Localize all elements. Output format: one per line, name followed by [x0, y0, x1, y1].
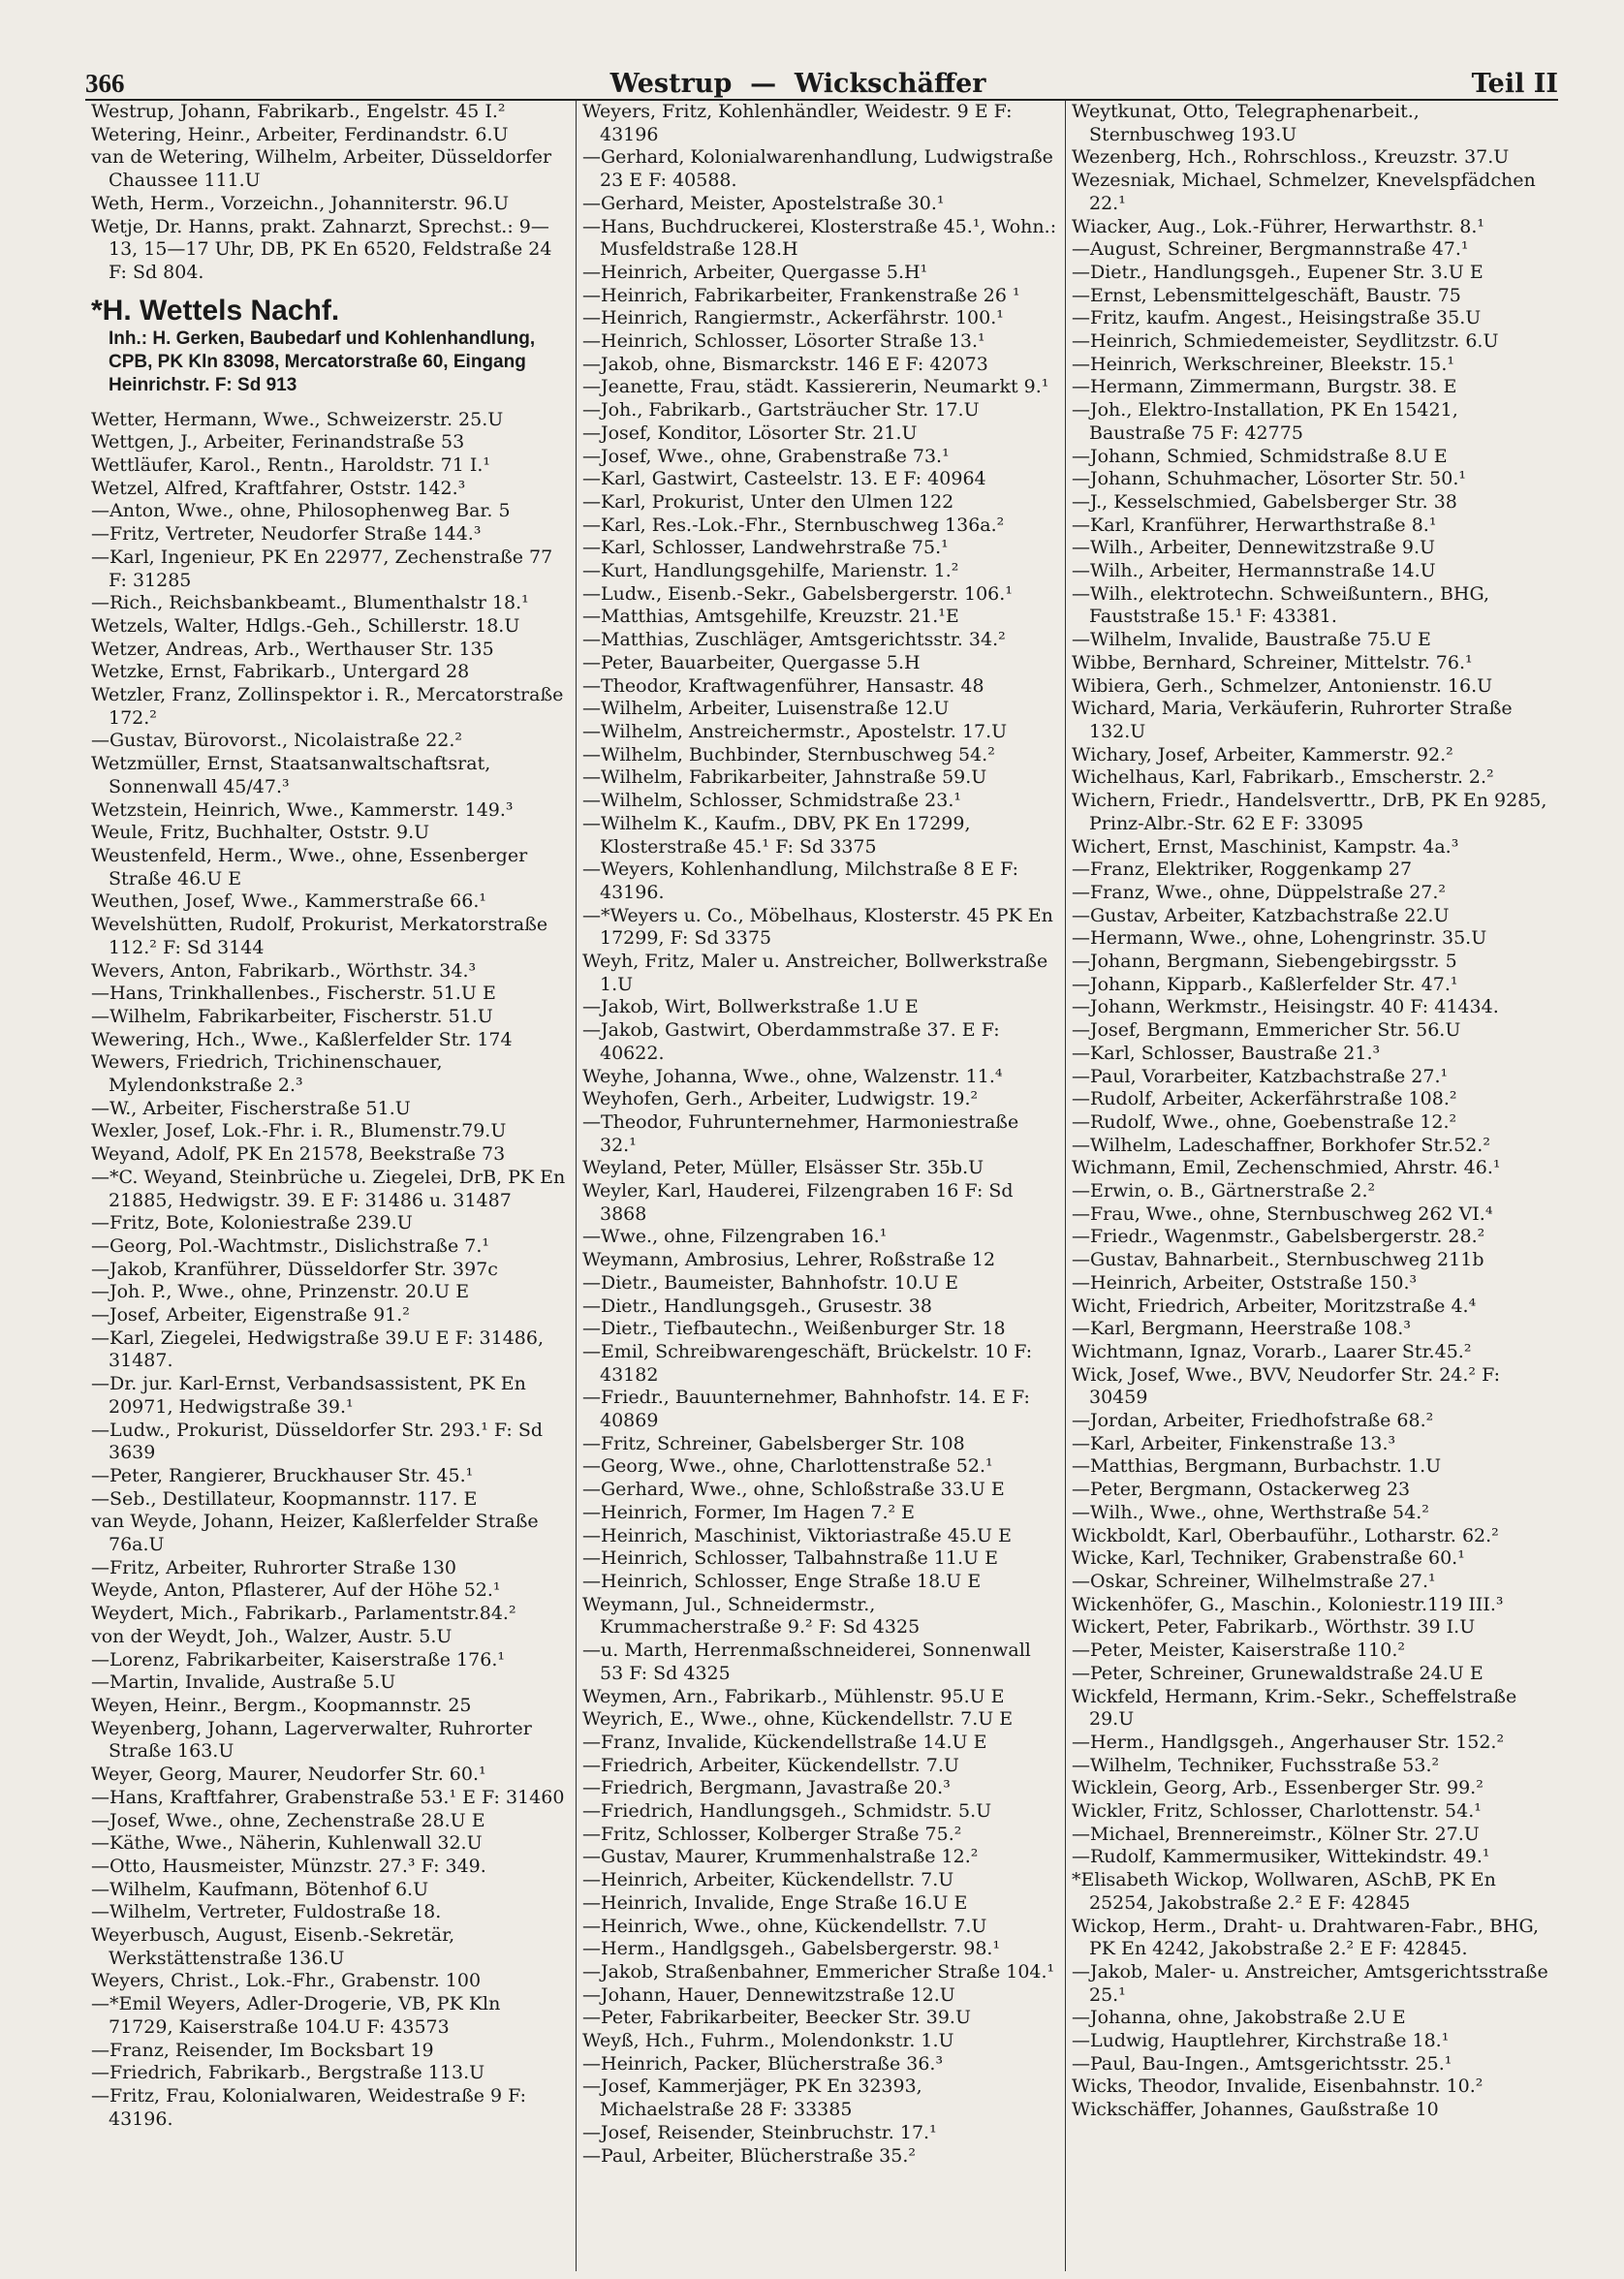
advertisement-title: *H. Wettels Nachf. — [91, 294, 340, 327]
directory-entry: —Wilhelm, Anstreichermstr., Apostelstr. 17.U — [582, 720, 1008, 742]
directory-entry: —Franz, Invalide, Kückendellstraße 14.U E — [582, 1731, 987, 1753]
directory-entry: —Wilhelm, Fabrikarbeiter, Jahnstraße 59.U — [582, 766, 987, 789]
directory-entry: Wewers, Friedrich, Trichinenschauer, Mylendonkstraße 2.³ — [91, 1051, 443, 1097]
directory-entry: Wicht, Friedrich, Arbeiter, Moritzstraße 4.⁴ — [1072, 1295, 1477, 1317]
directory-entry: —Heinrich, Former, Im Hagen 7.² E — [582, 1501, 916, 1523]
directory-entry: —Georg, Pol.-Wachtmstr., Dislichstraße 7.¹ — [91, 1234, 489, 1257]
directory-entry: —Gerhard, Wwe., ohne, Schloßstraße 33.U E — [582, 1479, 1005, 1501]
directory-entry: *Elisabeth Wickop, Wollwaren, ASchB, PK En 25254, Jakobstraße 2.² E F: 42845 — [1072, 1869, 1496, 1914]
directory-entry: —Käthe, Wwe., Näherin, Kuhlenwall 32.U — [91, 1832, 483, 1855]
directory-entry: —Fritz, Schlosser, Kolberger Straße 75.² — [582, 1823, 962, 1845]
directory-entry: Wichary, Josef, Arbeiter, Kammerstr. 92.² — [1072, 743, 1453, 765]
directory-entry: —Dietr., Handlungsgeh., Grusestr. 38 — [582, 1295, 932, 1317]
directory-entry: Weule, Fritz, Buchhalter, Oststr. 9.U — [91, 822, 430, 844]
directory-entry: Weydert, Mich., Fabrikarb., Parlamentstr.84.² — [91, 1603, 516, 1625]
directory-entry: Wicklein, Georg, Arb., Essenberger Str. 99.² — [1072, 1777, 1483, 1799]
directory-entry: —Heinrich, Arbeiter, Quergasse 5.H¹ — [582, 261, 928, 283]
directory-entry: —Karl, Ingenieur, PK En 22977, Zechenstraße 77 F: 31285 — [91, 546, 553, 591]
directory-entry: —Dietr., Handlungsgeh., Eupener Str. 3.U E — [1072, 261, 1483, 283]
directory-entry: Weytkunat, Otto, Telegraphenarbeit., Sternbuschweg 193.U — [1072, 101, 1420, 145]
directory-entry: Wickler, Fritz, Schlosser, Charlottenstr. 54.¹ — [1072, 1800, 1482, 1823]
directory-entry: —Martin, Invalide, Austraße 5.U — [91, 1671, 396, 1694]
advertisement-text: Inh.: H. Gerken, Baubedarf und Kohlenhandlung, CPB, PK Kln 83098, Mercatorstraße 60, Eingang Heinrichstr. F: Sd 913 — [109, 328, 536, 395]
directory-entry: Weyer, Georg, Maurer, Neudorfer Str. 60.¹ — [91, 1764, 486, 1786]
directory-entry: —Heinrich, Schlosser, Talbahnstraße 11.U E — [582, 1547, 998, 1570]
directory-entry: —Michael, Brennereimstr., Kölner Str. 27.U — [1072, 1823, 1480, 1845]
directory-entry: Wicks, Theodor, Invalide, Eisenbahnstr. 10.² — [1072, 2076, 1483, 2098]
directory-entry: —Wilh., elektrotechn. Schweißuntern., BHG, Fauststraße 15.¹ F: 43381. — [1072, 582, 1490, 628]
directory-entry: —Joh., Fabrikarb., Gartsträucher Str. 17.U — [582, 399, 980, 421]
directory-entry: —Wilh., Wwe., ohne, Werthstraße 54.² — [1072, 1501, 1429, 1523]
directory-entry: —Wilhelm, Vertreter, Fuldostraße 18. — [91, 1901, 442, 1923]
directory-entry: —Heinrich, Schmiedemeister, Seydlitzstr. 6.U — [1072, 330, 1499, 353]
directory-entry: —Friedrich, Bergmann, Javastraße 20.³ — [582, 1777, 951, 1799]
directory-entry: —Josef, Wwe., ohne, Grabenstraße 73.¹ — [582, 445, 950, 467]
directory-entry: Weyerbusch, August, Eisenb.-Sekretär, Werkstättenstraße 136.U — [91, 1924, 455, 1969]
directory-entry: Wewering, Hch., Wwe., Kaßlerfelder Str. 174 — [91, 1028, 513, 1050]
directory-entry: Wicke, Karl, Techniker, Grabenstraße 60.¹ — [1072, 1547, 1465, 1570]
directory-entry: —Karl, Prokurist, Unter den Ulmen 122 — [582, 490, 954, 513]
directory-entry: —Franz, Wwe., ohne, Düppelstraße 27.² — [1072, 881, 1447, 903]
directory-entry: Wickop, Herm., Draht- u. Drahtwaren-Fabr., BHG, PK En 4242, Jakobstraße 2.² E F: 42845. — [1072, 1915, 1540, 1960]
directory-entry: Wetzer, Andreas, Arb., Werthauser Str. 135 — [91, 638, 494, 660]
directory-entry: Wetzke, Ernst, Fabrikarb., Untergard 28 — [91, 661, 470, 683]
directory-entry: Wetzstein, Heinrich, Wwe., Kammerstr. 149.³ — [91, 798, 514, 821]
directory-entry: —Friedr., Wagenmstr., Gabelsbergerstr. 28.² — [1072, 1226, 1485, 1248]
directory-entry: Wetering, Heinr., Arbeiter, Ferdinandstr. 6.U — [91, 123, 509, 145]
advertisement-block — [91, 295, 570, 397]
directory-entry: Wickert, Peter, Fabrikarb., Wörthstr. 39 I.U — [1072, 1616, 1476, 1639]
directory-entry: Weustenfeld, Herm., Wwe., ohne, Essenberger Straße 46.U E — [91, 844, 528, 890]
directory-entry: Weyers, Fritz, Kohlenhändler, Weidestr. 9 E F: 43196 — [582, 101, 1013, 145]
directory-entry: —Wilh., Arbeiter, Hermannstraße 14.U — [1072, 560, 1436, 582]
part-label: Teil II — [1471, 69, 1558, 99]
directory-entry: —Oskar, Schreiner, Wilhelmstraße 27.¹ — [1072, 1571, 1436, 1592]
directory-entry: Wetje, Dr. Hanns, prakt. Zahnarzt, Sprechst.: 9—13, 15—17 Uhr, DB, PK En 6520, Feldstraße 24 F: Sd 804. — [91, 215, 552, 283]
directory-entry: Wetzels, Walter, Hdlgs.-Geh., Schillerstr. 18.U — [91, 614, 520, 637]
directory-entry: Weymann, Jul., Schneidermstr., Krummacherstraße 9.² F: Sd 4325 — [582, 1593, 921, 1639]
directory-entry: —Peter, Rangierer, Bruckhauser Str. 45.¹ — [91, 1464, 474, 1486]
directory-entry: Wetzler, Franz, Zollinspektor i. R., Mercatorstraße 172.² — [91, 684, 564, 729]
directory-entry: —Josef, Konditor, Lösorter Str. 21.U — [582, 421, 918, 444]
directory-entry: —Heinrich, Rangiermstr., Ackerfährstr. 100.¹ — [582, 307, 1004, 329]
directory-entry: —Wilhelm, Arbeiter, Luisenstraße 12.U — [582, 698, 950, 720]
directory-entry: —Hans, Kraftfahrer, Grabenstraße 53.¹ E F: 31460 — [91, 1786, 565, 1808]
directory-entry: Weyland, Peter, Müller, Elsässer Str. 35b.U — [582, 1157, 984, 1179]
directory-entry: von der Weydt, Joh., Walzer, Austr. 5.U — [91, 1625, 453, 1647]
directory-entry: —Josef, Wwe., ohne, Zechenstraße 28.U E — [91, 1809, 485, 1831]
directory-entry: —Dietr., Tiefbautechn., Weißenburger Str. 18 — [582, 1318, 1006, 1340]
directory-entry: —Jakob, Kranführer, Düsseldorfer Str. 397c — [91, 1258, 498, 1280]
column-1 — [85, 101, 576, 2271]
directory-entry: —Hans, Trinkhallenbes., Fischerstr. 51.U E — [91, 983, 496, 1005]
directory-entry: —Karl, Schlosser, Landwehrstraße 75.¹ — [582, 537, 949, 559]
directory-entry: —Johann, Bergmann, Siebengebirgsstr. 5 — [1072, 951, 1457, 973]
directory-entry: —Karl, Gastwirt, Casteelstr. 13. E F: 40964 — [582, 468, 986, 490]
directory-entry: —Frau, Wwe., ohne, Sternbuschweg 262 VI.⁴ — [1072, 1202, 1493, 1225]
directory-entry: —Friedrich, Fabrikarb., Bergstraße 113.U — [91, 2062, 485, 2084]
directory-entry: —August, Schreiner, Bergmannstraße 47.¹ — [1072, 238, 1469, 261]
directory-entry: —Johann, Schmied, Schmidstraße 8.U E — [1072, 445, 1448, 467]
directory-entry: —Gerhard, Kolonialwarenhandlung, Ludwigstraße 23 E F: 40588. — [582, 146, 1053, 192]
directory-entry: Wetzel, Alfred, Kraftfahrer, Oststr. 142.³ — [91, 477, 466, 499]
directory-entry: —Rudolf, Arbeiter, Ackerfährstraße 108.² — [1072, 1088, 1457, 1110]
directory-entry: —Heinrich, Wwe., ohne, Kückendellstr. 7.U — [582, 1915, 987, 1937]
directory-entry: —Wilhelm, Schlosser, Schmidstraße 23.¹ — [582, 790, 961, 812]
directory-entry: —Wilhelm, Buchbinder, Sternbuschweg 54.² — [582, 743, 995, 765]
column-2 — [576, 101, 1066, 2271]
page-number: 366 — [85, 69, 125, 98]
directory-entry: —Paul, Vorarbeiter, Katzbachstraße 27.¹ — [1072, 1065, 1449, 1087]
directory-entry: Wickfeld, Hermann, Krim.-Sekr., Scheffelstraße 29.U — [1072, 1685, 1517, 1731]
directory-entry: Weyh, Fritz, Maler u. Anstreicher, Bollwerkstraße 1.U — [582, 951, 1048, 995]
directory-entry: Wetter, Hermann, Wwe., Schweizerstr. 25.U — [91, 408, 504, 430]
directory-entry: —Wilhelm K., Kaufm., DBV, PK En 17299, Klosterstraße 45.¹ F: Sd 3375 — [582, 812, 971, 858]
directory-entry: Weuthen, Josef, Wwe., Kammerstraße 66.¹ — [91, 890, 487, 913]
directory-entry: —Wilhelm, Fabrikarbeiter, Fischerstr. 51.U — [91, 1005, 493, 1027]
directory-entry: —Ludwig, Hauptlehrer, Kirchstraße 18.¹ — [1072, 2030, 1450, 2052]
directory-entry: Wexler, Josef, Lok.-Fhr. i. R., Blumenstr.79.U — [91, 1120, 507, 1142]
directory-entry: Wetzmüller, Ernst, Staatsanwaltschaftsrat, Sonnenwall 45/47.³ — [91, 753, 491, 797]
columns — [85, 101, 1558, 2271]
directory-entry: —Hermann, Wwe., ohne, Lohengrinstr. 35.U — [1072, 927, 1487, 950]
directory-entry: —Fritz, Bote, Koloniestraße 239.U — [91, 1212, 413, 1234]
directory-entry: —Peter, Bauarbeiter, Quergasse 5.H — [582, 651, 921, 673]
directory-entry: —Paul, Bau-Ingen., Amtsgerichtsstr. 25.¹ — [1072, 2052, 1452, 2075]
directory-entry: —Jakob, Straßenbahner, Emmericher Straße 104.¹ — [582, 1960, 1055, 1982]
directory-entry: Weyß, Hch., Fuhrm., Molendonkstr. 1.U — [582, 2030, 954, 2052]
directory-entry: Wevers, Anton, Fabrikarb., Wörthstr. 34.³ — [91, 959, 477, 982]
directory-entry: —Anton, Wwe., ohne, Philosophenweg Bar. 5 — [91, 500, 511, 522]
column-3 — [1066, 101, 1556, 2271]
directory-entry: —Rudolf, Wwe., ohne, Goebenstraße 12.² — [1072, 1110, 1457, 1133]
directory-entry: Weymen, Arn., Fabrikarb., Mühlenstr. 95.U E — [582, 1685, 1005, 1707]
directory-entry: —Josef, Kammerjäger, PK En 32393, Michaelstraße 28 F: 33385 — [582, 2076, 922, 2121]
directory-entry: —Karl, Ziegelei, Hedwigstraße 39.U E F: 31486, 31487. — [91, 1327, 545, 1372]
directory-entry: —Friedr., Bauunternehmer, Bahnhofstr. 14. E F: 40869 — [582, 1387, 1030, 1432]
directory-entry: —Heinrich, Arbeiter, Oststraße 150.³ — [1072, 1271, 1418, 1294]
directory-entry: —Ludw., Prokurist, Düsseldorfer Str. 293.¹ F: Sd 3639 — [91, 1419, 544, 1464]
directory-entry: Weyers, Christ., Lok.-Fhr., Grabenstr. 100 — [91, 1970, 482, 1992]
directory-entry: —Peter, Bergmann, Ostackerweg 23 — [1072, 1479, 1411, 1501]
directory-entry: Wettläufer, Karol., Rentn., Haroldstr. 71 I.¹ — [91, 454, 490, 477]
directory-entry: —Heinrich, Schlosser, Enge Straße 18.U E — [582, 1571, 982, 1592]
directory-entry: —Lorenz, Fabrikarbeiter, Kaiserstraße 176.¹ — [91, 1648, 505, 1670]
directory-entry: —Heinrich, Maschinist, Viktoriastraße 45.U E — [582, 1524, 1012, 1546]
directory-entry: —Ludw., Eisenb.-Sekr., Gabelsbergerstr. 106.¹ — [582, 582, 1013, 605]
directory-entry: Westrup, Johann, Fabrikarb., Engelstr. 45 I.² — [91, 101, 506, 122]
directory-entry: —Fritz, Arbeiter, Ruhrorter Straße 130 — [91, 1556, 456, 1578]
directory-entry: —Jakob, Wirt, Bollwerkstraße 1.U E — [582, 996, 919, 1018]
directory-entry: —Seb., Destillateur, Koopmannstr. 117. E — [91, 1487, 478, 1510]
directory-entry: Wichert, Ernst, Maschinist, Kampstr. 4a.³ — [1072, 835, 1459, 858]
directory-entry: —Fritz, Frau, Kolonialwaren, Weidestraße 9 F: 43196. — [91, 2084, 527, 2130]
directory-entry: Wichtmann, Ignaz, Vorarb., Laarer Str.45.² — [1072, 1340, 1472, 1362]
directory-entry: —Fritz, kaufm. Angest., Heisingstraße 35.U — [1072, 307, 1482, 329]
directory-entry: —*Weyers u. Co., Möbelhaus, Klosterstr. 45 PK En 17299, F: Sd 3375 — [582, 904, 1053, 950]
directory-entry: Weyhe, Johanna, Wwe., ohne, Walzenstr. 11.⁴ — [582, 1065, 1003, 1087]
directory-entry: —Jakob, Maler- u. Anstreicher, Amtsgerichtsstraße 25.¹ — [1072, 1960, 1548, 2006]
directory-entry: —Jeanette, Frau, städt. Kassiererin, Neumarkt 9.¹ — [582, 376, 1049, 398]
directory-entry: Wichmann, Emil, Zechenschmied, Ahrstr. 46.¹ — [1072, 1157, 1501, 1179]
directory-entry: —Heinrich, Fabrikarbeiter, Frankenstraße 26 ¹ — [582, 284, 1020, 306]
directory-entry: —Friedrich, Arbeiter, Kückendellstr. 7.U — [582, 1754, 959, 1776]
directory-entry: —Joh. P., Wwe., ohne, Prinzenstr. 20.U E — [91, 1281, 470, 1303]
directory-entry: —Heinrich, Schlosser, Lösorter Straße 13.¹ — [582, 330, 985, 353]
directory-entry: —Georg, Wwe., ohne, Charlottenstraße 52.¹ — [582, 1455, 993, 1478]
directory-entry: —Joh., Elektro-Installation, PK En 15421, Baustraße 75 F: 42775 — [1072, 399, 1458, 444]
directory-entry: —Emil, Schreibwarengeschäft, Brückelstr. 10 F: 43182 — [582, 1340, 1033, 1386]
directory-entry: —Otto, Hausmeister, Münzstr. 27.³ F: 349. — [91, 1855, 486, 1877]
directory-entry: —Karl, Arbeiter, Finkenstraße 13.³ — [1072, 1432, 1396, 1454]
directory-entry: —Rudolf, Kammermusiker, Wittekindstr. 49.¹ — [1072, 1846, 1490, 1868]
directory-entry: —Erwin, o. B., Gärtnerstraße 2.² — [1072, 1180, 1376, 1202]
directory-entry: Wichard, Maria, Verkäuferin, Ruhrorter Straße 132.U — [1072, 698, 1513, 742]
directory-entry: Wiacker, Aug., Lok.-Führer, Herwarthstr. 8.¹ — [1072, 215, 1485, 237]
directory-entry: Weyler, Karl, Hauderei, Filzengraben 16 F: Sd 3868 — [582, 1180, 1014, 1225]
directory-entry: Wichern, Friedr., Handelsverttr., DrB, PK En 9285, Prinz-Albr.-Str. 62 E F: 33095 — [1072, 790, 1547, 834]
directory-entry: Wick, Josef, Wwe., BVV, Neudorfer Str. 24.² F: 30459 — [1072, 1363, 1501, 1409]
directory-entry: —Karl, Bergmann, Heerstraße 108.³ — [1072, 1318, 1411, 1340]
directory-entry: —u. Marth, Herrenmaßschneiderei, Sonnenwall 53 F: Sd 4325 — [582, 1639, 1031, 1684]
directory-entry: Wickschäffer, Johannes, Gaußstraße 10 — [1072, 2099, 1439, 2121]
directory-entry: —Gustav, Arbeiter, Katzbachstraße 22.U — [1072, 904, 1450, 926]
directory-entry: van de Wetering, Wilhelm, Arbeiter, Düsseldorfer Chaussee 111.U — [91, 146, 552, 192]
directory-entry: —Matthias, Amtsgehilfe, Kreuzstr. 21.¹E — [582, 606, 959, 628]
directory-entry: —Heinrich, Werkschreiner, Bleekstr. 15.¹ — [1072, 353, 1454, 375]
directory-entry: —W., Arbeiter, Fischerstraße 51.U — [91, 1097, 411, 1119]
directory-entry: —Karl, Kranführer, Herwarthstraße 8.¹ — [1072, 514, 1437, 536]
directory-entry: Wickenhöfer, G., Maschin., Koloniestr.119 III.³ — [1072, 1593, 1504, 1615]
directory-entry: —Theodor, Fuhrunternehmer, Harmoniestraße 32.¹ — [582, 1110, 1019, 1156]
directory-entry: —Heinrich, Packer, Blücherstraße 36.³ — [582, 2052, 944, 2075]
directory-entry: Weymann, Ambrosius, Lehrer, Roßstraße 12 — [582, 1249, 996, 1271]
directory-entry: —Hermann, Zimmermann, Burgstr. 38. E — [1072, 376, 1457, 398]
directory-entry: Weyrich, E., Wwe., ohne, Kückendellstr. 7.U E — [582, 1708, 1014, 1731]
directory-entry: —Karl, Schlosser, Baustraße 21.³ — [1072, 1042, 1381, 1064]
directory-entry: —Josef, Reisender, Steinbruchstr. 17.¹ — [582, 2121, 937, 2143]
directory-entry: Weth, Herm., Vorzeichn., Johanniterstr. 96.U — [91, 192, 510, 214]
directory-entry: —Jakob, Gastwirt, Oberdammstraße 37. E F: 40622. — [582, 1019, 1000, 1064]
directory-entry: —Gustav, Bürovorst., Nicolaistraße 22.² — [91, 730, 463, 752]
directory-entry: —Johanna, ohne, Jakobstraße 2.U E — [1072, 2007, 1406, 2029]
directory-entry: Weyhofen, Gerh., Arbeiter, Ludwigstr. 19.² — [582, 1088, 979, 1110]
directory-entry: Wezenberg, Hch., Rohrschloss., Kreuzstr. 37.U — [1072, 146, 1510, 169]
directory-entry: —Dr. jur. Karl-Ernst, Verbandsassistent, PK En 20971, Hedwigstraße 39.¹ — [91, 1373, 526, 1418]
directory-entry: —Wilhelm, Techniker, Fuchsstraße 53.² — [1072, 1754, 1440, 1776]
directory-entry: —Ernst, Lebensmittelgeschäft, Baustr. 75 — [1072, 284, 1461, 306]
directory-entry: —Fritz, Vertreter, Neudorfer Straße 144.³ — [91, 523, 482, 546]
directory-entry: —Jakob, ohne, Bismarckstr. 146 E F: 42073 — [582, 353, 988, 375]
directory-entry: Weyen, Heinr., Bergm., Koopmannstr. 25 — [91, 1695, 472, 1716]
directory-entry: —Josef, Arbeiter, Eigenstraße 91.² — [91, 1304, 410, 1327]
directory-entry: —*C. Weyand, Steinbrüche u. Ziegelei, DrB, PK En 21885, Hedwigstr. 39. E F: 31486 u. 31487 — [91, 1166, 566, 1211]
directory-entry: —Karl, Res.-Lok.-Fhr., Sternbuschweg 136a.² — [582, 514, 1005, 536]
directory-entry: —Josef, Bergmann, Emmericher Str. 56.U — [1072, 1019, 1461, 1042]
directory-entry: —Peter, Fabrikarbeiter, Beecker Str. 39.U — [582, 2007, 971, 2029]
directory-entry: Weyenberg, Johann, Lagerverwalter, Ruhrorter Straße 163.U — [91, 1717, 532, 1763]
directory-entry: —Johann, Schuhmacher, Lösorter Str. 50.¹ — [1072, 468, 1466, 490]
directory-entry: —Wwe., ohne, Filzengraben 16.¹ — [582, 1226, 888, 1248]
directory-entry: Wibiera, Gerh., Schmelzer, Antonienstr. 16.U — [1072, 674, 1493, 697]
directory-entry: —Dietr., Baumeister, Bahnhofstr. 10.U E — [582, 1271, 958, 1294]
directory-entry: —Jordan, Arbeiter, Friedhofstraße 68.² — [1072, 1410, 1434, 1432]
directory-entry: —J., Kesselschmied, Gabelsberger Str. 38 — [1072, 490, 1457, 513]
directory-entry: Wichelhaus, Karl, Fabrikarb., Emscherstr. 2.² — [1072, 766, 1494, 789]
directory-entry: —Paul, Arbeiter, Blücherstraße 35.² — [582, 2144, 916, 2167]
directory-entry: —Franz, Elektriker, Roggenkamp 27 — [1072, 859, 1413, 881]
directory-entry: —Peter, Meister, Kaiserstraße 110.² — [1072, 1639, 1405, 1662]
directory-entry: —Herm., Handlgsgeh., Gabelsbergerstr. 98.¹ — [582, 1938, 1001, 1960]
directory-entry: —Theodor, Kraftwagenführer, Hansastr. 48 — [582, 674, 984, 697]
directory-entry: —Friedrich, Handlungsgeh., Schmidstr. 5.U — [582, 1800, 992, 1823]
directory-entry: Wezesniak, Michael, Schmelzer, Knevelspfädchen 22.¹ — [1072, 170, 1536, 214]
directory-entry: —Gustav, Maurer, Krummenhalstraße 12.² — [582, 1846, 979, 1868]
directory-entry: van Weyde, Johann, Heizer, Kaßlerfelder Straße 76a.U — [91, 1511, 539, 1556]
directory-entry: —Matthias, Zuschläger, Amtsgerichtsstr. 34.² — [582, 629, 1006, 651]
running-head: Westrup — Wickschäffer — [609, 69, 986, 99]
directory-entry: —Johann, Werkmstr., Heisingstr. 40 F: 41434. — [1072, 996, 1499, 1018]
directory-entry: —Rich., Reichsbankbeamt., Blumenthalstr 18.¹ — [91, 592, 529, 614]
directory-entry: —Heinrich, Invalide, Enge Straße 16.U E — [582, 1891, 968, 1914]
directory-entry: —Johann, Hauer, Dennewitzstraße 12.U — [582, 1983, 955, 2006]
directory-entry: —Johann, Kipparb., Kaßlerfelder Str. 47.¹ — [1072, 973, 1458, 995]
directory-entry: Wevelshütten, Rudolf, Prokurist, Merkatorstraße 112.² F: Sd 3144 — [91, 914, 548, 958]
directory-entry: —Kurt, Handlungsgehilfe, Marienstr. 1.² — [582, 560, 959, 582]
directory-entry: —Matthias, Bergmann, Burbachstr. 1.U — [1072, 1455, 1442, 1478]
directory-entry: —Herm., Handlgsgeh., Angerhauser Str. 152.² — [1072, 1731, 1505, 1753]
page-header — [85, 60, 1558, 101]
directory-entry: Wibbe, Bernhard, Schreiner, Mittelstr. 76.¹ — [1072, 651, 1473, 673]
directory-entry: —Peter, Schreiner, Grunewaldstraße 24.U E — [1072, 1662, 1483, 1684]
directory-entry: —Hans, Buchdruckerei, Klosterstraße 45.¹, Wohn.: Musfeldstraße 128.H — [582, 215, 1057, 261]
directory-entry: —Wilhelm, Ladeschaffner, Borkhofer Str.52.² — [1072, 1134, 1490, 1156]
directory-entry: —Wilhelm, Kaufmann, Bötenhof 6.U — [91, 1878, 429, 1900]
directory-entry: —Gustav, Bahnarbeit., Sternbuschweg 211b — [1072, 1249, 1484, 1271]
directory-entry: —Heinrich, Arbeiter, Kückendellstr. 7.U — [582, 1869, 954, 1891]
directory-entry: Weyand, Adolf, PK En 21578, Beekstraße 73 — [91, 1143, 506, 1166]
directory-entry: —Weyers, Kohlenhandlung, Milchstraße 8 E F: 43196. — [582, 859, 1018, 903]
directory-entry: —Wilhelm, Invalide, Baustraße 75.U E — [1072, 629, 1431, 651]
directory-entry: —Gerhard, Meister, Apostelstraße 30.¹ — [582, 192, 945, 214]
directory-entry: —Franz, Reisender, Im Bocksbart 19 — [91, 2039, 434, 2061]
directory-entry: —*Emil Weyers, Adler-Drogerie, VB, PK Kln 71729, Kaiserstraße 104.U F: 43573 — [91, 1993, 501, 2038]
directory-entry: Wickboldt, Karl, Oberbauführ., Lotharstr. 62.² — [1072, 1524, 1499, 1546]
directory-entry: Wettgen, J., Arbeiter, Ferinandstraße 53 — [91, 431, 465, 453]
directory-entry: —Wilh., Arbeiter, Dennewitzstraße 9.U — [1072, 537, 1436, 559]
directory-entry: —Fritz, Schreiner, Gabelsberger Str. 108 — [582, 1432, 965, 1454]
directory-entry: Weyde, Anton, Pflasterer, Auf der Höhe 52.¹ — [91, 1579, 501, 1602]
